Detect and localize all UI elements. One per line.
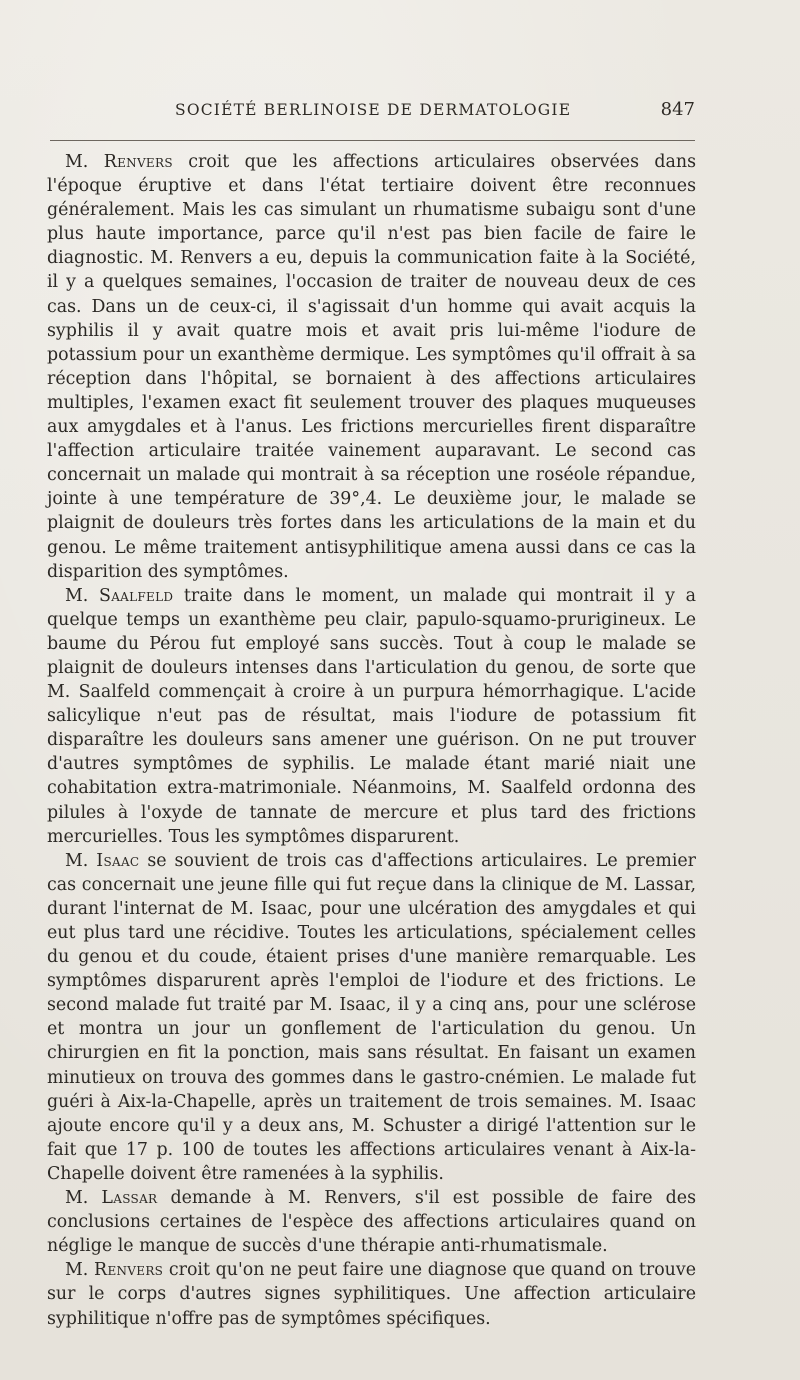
speaker-name: Saalfeld — [98, 585, 174, 606]
running-head — [50, 101, 695, 125]
speaker-prefix: M. — [65, 850, 97, 871]
paragraph-text: demande à M. Renvers, s'il est possible de faire des conclusions certaines de l'espèce des affections articulaires quand on néglige le manque de succès d'une thérapie anti-rhumatismale. — [47, 1188, 696, 1257]
paragraph-text: croit qu'on ne peut faire une diagnose que quand on trouve sur le corps d'autres signes syphilitiques. Une affection articulaire syphilitique n'offre pas de symptômes spécifiques. — [47, 1260, 696, 1329]
speaker-name: Lassar — [101, 1188, 158, 1209]
header-rule — [50, 140, 695, 141]
paragraph-text: croit que les affections articulaires observées dans l'époque éruptive et dans l'état tertiaire doivent être reconnues généralement. Mais les cas simulant un rhumatisme subaigu sont d'une plus haute importance, parce qu'il n'est pas bien facile de faire le diagnostic. M. Renvers a eu, depuis la communication faite à la Société, il y a quelques semaines, l'occasion de traiter de nouveau deux de ces cas. Dans un de ceux-ci, il s'agissait d'un homme qui avait acquis la syphilis il y avait quatre mois et avait pris lui-même l'iodure de potassium pour un exanthème dermique. Les symptômes qu'il offrait à sa réception dans l'hôpital, se bornaient à des affections articulaires multiples, l'examen exact fit seulement trouver des plaques muqueuses aux amygdales et à l'anus. Les frictions mercurielles firent disparaître l'affection articulaire traitée vainement auparavant. Le second cas concernait un malade qui montrait à sa réception une roséole répandue, jointe à une température de 39°,4. Le deuxième jour, le malade se plaignit de douleurs très fortes dans les articulations de la main et du genou. Le même traitement antisyphilitique amena aussi dans ce cas la disparition des symptômes. — [47, 152, 696, 582]
speaker-name: Renvers — [103, 152, 173, 172]
speaker-prefix: M. — [65, 152, 104, 172]
speaker-prefix: M. — [65, 585, 99, 606]
paragraph-saalfeld — [47, 584, 696, 849]
speaker-name: Isaac — [96, 850, 140, 871]
page-number: 847 — [660, 99, 695, 120]
speaker-prefix: M. — [65, 1188, 102, 1209]
paragraph-renvers-1 — [47, 150, 696, 584]
paragraph-lassar — [47, 1186, 696, 1258]
paragraph-text: se souvient de trois cas d'affections articulaires. Le premier cas concernait une jeune fille qui fut reçue dans la clinique de M. Lassar, durant l'internat de M. Isaac, pour une ulcération des amygdales et qui eut plus tard une récidive. Toutes les articulations, spécialement celles du genou et du coude, étaient prises d'une manière remarquable. Les symptômes disparurent après l'emploi de l'iodure et des frictions. Le second malade fut traité par M. Isaac, il y a cinq ans, pour une sclérose et montra un jour un gonflement de l'articulation du genou. Un chirurgien en fit la ponction, mais sans résultat. En faisant un examen minutieux on trouva des gommes dans le gastro-cnémien. Le malade fut guéri à Aix-la-Chapelle, après un traitement de trois semaines. M. Isaac ajoute encore qu'il y a deux ans, M. Schuster a dirigé l'attention sur le fait que 17 p. 100 de toutes les affections articulaires venant à Aix-la-Chapelle doivent être ramenées à la syphilis. — [47, 850, 696, 1184]
paragraph-isaac — [47, 849, 696, 1186]
body-text — [47, 150, 696, 1331]
speaker-prefix: M. — [65, 1260, 95, 1281]
paragraph-renvers-2 — [47, 1258, 696, 1330]
running-title: SOCIÉTÉ BERLINOISE DE DERMATOLOGIE — [175, 101, 572, 119]
paragraph-text: traite dans le moment, un malade qui montrait il y a quelque temps un exanthème peu clair, papulo-squamo-prurigineux. Le baume du Pérou fut employé sans succès. Tout à coup le malade se plaignit de douleurs intenses dans l'articulation du genou, de sorte que M. Saalfeld commençait à croire à un purpura hémorrhagique. L'acide salicylique n'eut pas de résultat, mais l'iodure de potassium fit disparaître les douleurs sans amener une guérison. On ne put trouver d'autres symptômes de syphilis. Le malade étant marié niait une cohabitation extra-matrimoniale. Néanmoins, M. Saalfeld ordonna des pilules à l'oxyde de tannate de mercure et plus tard des frictions mercurielles. Tous les symptômes disparurent. — [47, 585, 696, 847]
speaker-name: Renvers — [94, 1260, 164, 1281]
